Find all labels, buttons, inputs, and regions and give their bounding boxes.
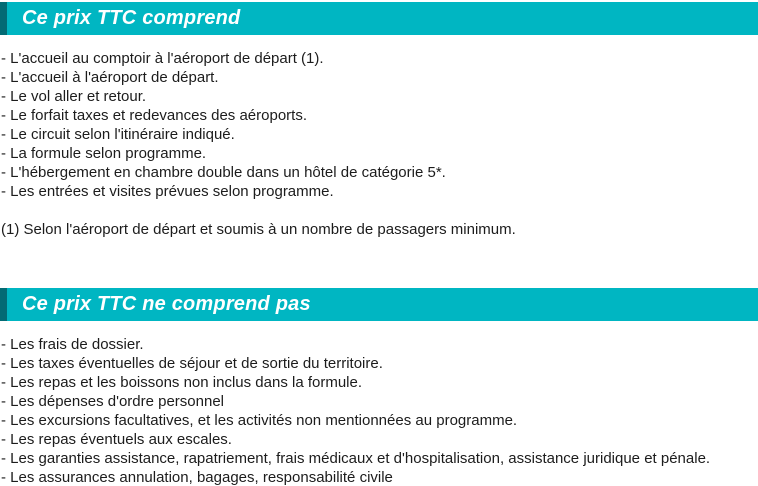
list-item: - Les garanties assistance, rapatriement, frais médicaux et d'hospitalisation, assistance juridique et pénale. (1, 450, 711, 467)
list-item: - Les frais de dossier. (1, 336, 144, 353)
section-title-includes: Ce prix TTC comprend (22, 7, 241, 29)
header-accent-bar (0, 288, 7, 321)
section-header-excludes (0, 288, 758, 321)
list-item: - Les repas éventuels aux escales. (1, 431, 232, 448)
list-item: - Le circuit selon l'itinéraire indiqué. (1, 126, 235, 143)
excludes-list (0, 321, 758, 486)
list-item: - Les repas et les boissons non inclus dans la formule. (1, 374, 363, 391)
list-item: - Les excursions facultatives, et les activités non mentionnées au programme. (1, 412, 518, 429)
section-price-excludes (0, 288, 758, 486)
list-item: - L'accueil à l'aéroport de départ. (1, 69, 219, 86)
list-item: - L'accueil au comptoir à l'aéroport de départ (1). (1, 50, 324, 67)
list-item: - La formule selon programme. (1, 145, 207, 162)
header-accent-bar (0, 2, 7, 35)
section-header-includes (0, 2, 758, 35)
list-item: - Les dépenses d'ordre personnel (1, 393, 225, 410)
spacer (1, 201, 752, 220)
list-item: - Le vol aller et retour. (1, 88, 147, 105)
list-item: - L'hébergement en chambre double dans un hôtel de catégorie 5*. (1, 164, 446, 181)
section-price-includes (0, 2, 758, 239)
list-item: - Les taxes éventuelles de séjour et de sortie du territoire. (1, 355, 383, 372)
list-item: - Les entrées et visites prévues selon programme. (1, 183, 334, 200)
footnote: (1) Selon l'aéroport de départ et soumis à un nombre de passagers minimum. (1, 221, 516, 238)
section-gap (0, 239, 758, 288)
list-item: - Le forfait taxes et redevances des aéroports. (1, 107, 307, 124)
includes-list (0, 35, 758, 239)
list-item: - Les assurances annulation, bagages, responsabilité civile (1, 469, 393, 486)
section-title-excludes: Ce prix TTC ne comprend pas (22, 293, 311, 315)
